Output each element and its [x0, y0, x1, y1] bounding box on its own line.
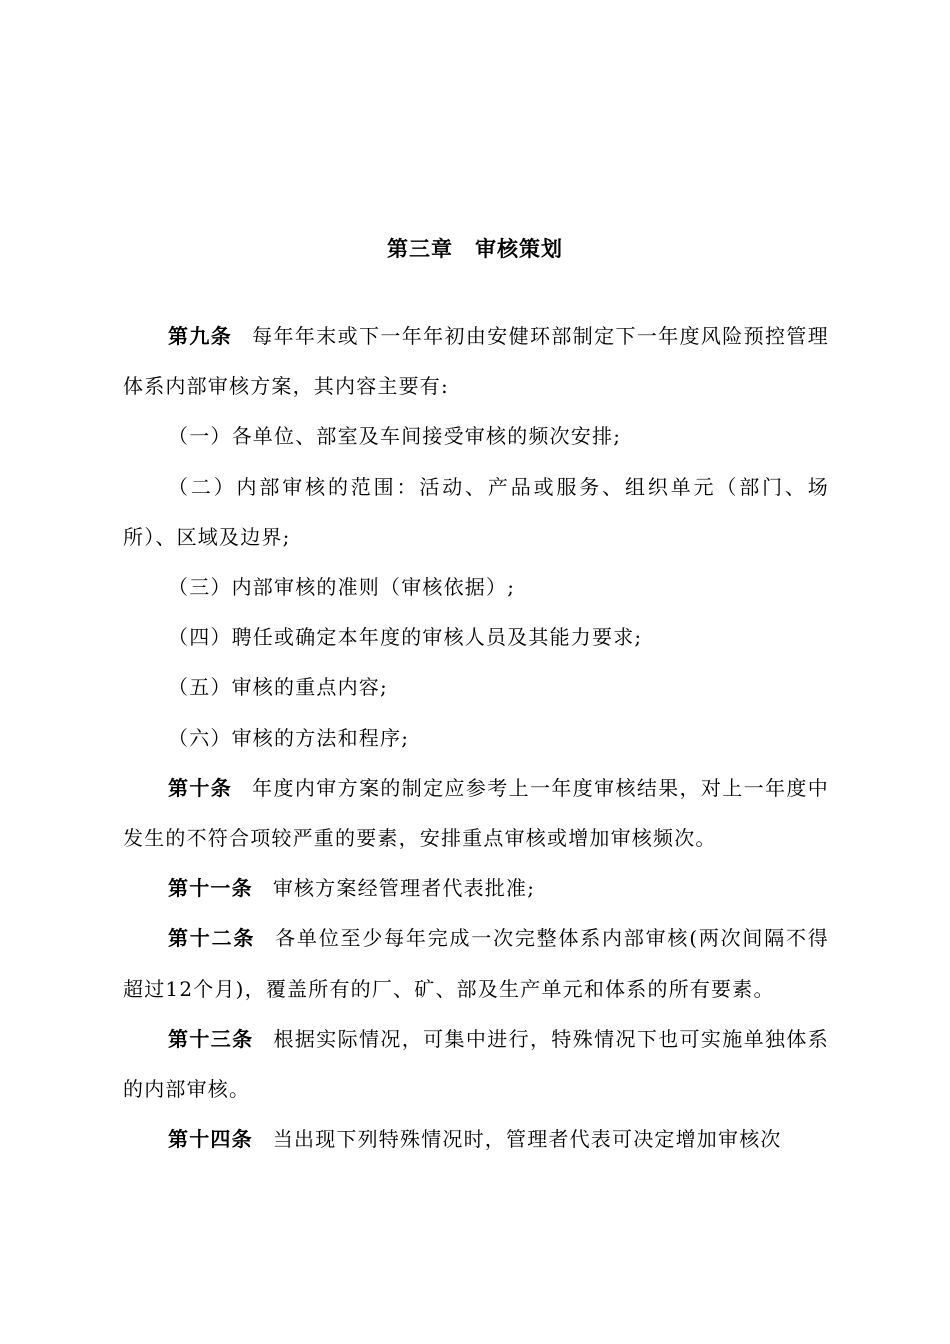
article-heading: 第十条	[168, 775, 233, 800]
article-text: 每年年末或下一年年初由安健环部制定下一年度风险预控管理体系内部审核方案，其内容主要有:	[123, 324, 829, 399]
article-10	[123, 763, 829, 863]
article-heading: 第十四条	[168, 1127, 253, 1152]
article-text: 年度内审方案的制定应参考上一年度审核结果，对上一年度中发生的不符合项较严重的要素，安排重点审核或增加审核频次。	[123, 775, 829, 851]
list-item: （一）各单位、部室及车间接受审核的频次安排;	[168, 424, 622, 449]
chapter-title: 第三章 审核策划	[387, 236, 563, 261]
list-item: （三）内部审核的准则（审核依据）;	[168, 575, 516, 600]
list-item: （四）聘任或确定本年度的审核人员及其能力要求;	[168, 625, 643, 650]
article-heading: 第九条	[168, 324, 233, 348]
article-text: 当出现下列特殊情况时，管理者代表可决定增加审核次	[272, 1127, 782, 1152]
document-body	[123, 311, 829, 1164]
article-9	[123, 311, 829, 411]
article-text: 各单位至少每年完成一次完整体系内部审核(两次间隔不得超过12个月)，覆盖所有的厂、矿、部及生产单元和体系的所有要素。	[123, 926, 829, 1001]
article-heading: 第十三条	[168, 1026, 254, 1051]
article-13	[123, 1014, 829, 1114]
article-text: 根据实际情况，可集中进行，特殊情况下也可实施单独体系的内部审核。	[123, 1026, 829, 1102]
article-text: 审核方案经管理者代表批准;	[272, 876, 536, 901]
list-item: （二）内部审核的范围：活动、产品或服务、组织单元（部门、场所）、区域及边界;	[123, 474, 829, 549]
article-14	[123, 1114, 829, 1164]
list-item: （六）审核的方法和程序;	[168, 725, 410, 750]
list-item: （五）审核的重点内容;	[168, 675, 388, 700]
article-heading: 第十一条	[168, 876, 253, 901]
article-12	[123, 913, 829, 1013]
article-heading: 第十二条	[168, 926, 256, 951]
article-11	[123, 863, 829, 913]
